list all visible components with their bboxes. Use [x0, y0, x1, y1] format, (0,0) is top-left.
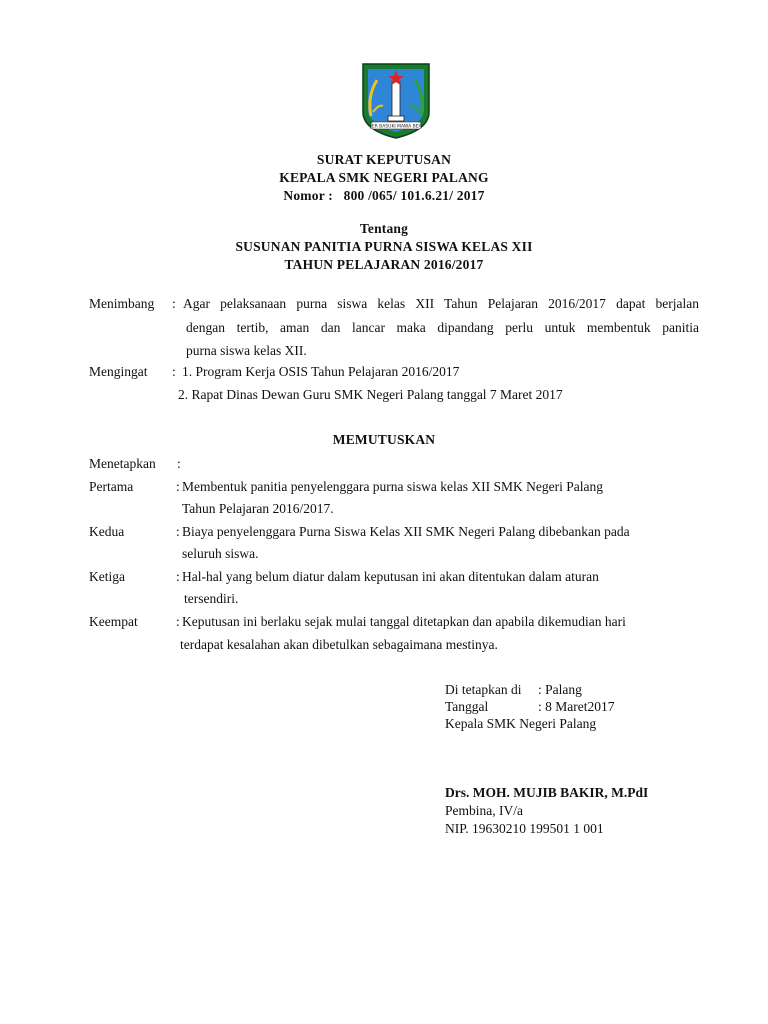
signer-position: Kepala SMK Negeri Palang	[445, 716, 597, 731]
document-title: SURAT KEPUTUSAN	[316, 152, 452, 167]
third-label: Ketiga	[89, 569, 125, 584]
considering-line-1: Agar pelaksanaan purna siswa kelas XII Tahun Pelajaran 2016/2017 dapat berjalan	[183, 296, 699, 311]
number-label: Nomor :	[283, 188, 333, 203]
establish-colon: :	[177, 456, 181, 471]
fourth-line-1: Keputusan ini berlaku sejak mulai tanggal ditetapkan dan apabila dikemudian hari	[182, 614, 626, 629]
considering-line-3: purna siswa kelas XII.	[186, 343, 307, 358]
logo-motto: JER BASUKI MAWA BEA	[370, 124, 422, 130]
second-line-1: Biaya penyelenggara Purna Siswa Kelas XII SMK Negeri Palang dibebankan pada	[182, 524, 630, 539]
place-value: : Palang	[538, 682, 582, 697]
second-colon: :	[176, 524, 180, 539]
subject-line-2: TAHUN PELAJARAN 2016/2017	[284, 257, 484, 272]
subject-line-1: SUSUNAN PANITIA PURNA SISWA KELAS XII	[235, 239, 533, 254]
recalling-item-1: 1. Program Kerja OSIS Tahun Pelajaran 2016/2017	[182, 364, 460, 379]
third-colon: :	[176, 569, 180, 584]
first-colon: :	[176, 479, 180, 494]
signer-nip: NIP. 19630210 199501 1 001	[445, 821, 604, 836]
date-value: : 8 Maret2017	[538, 699, 615, 714]
considering-line-2: dengan tertib, aman dan lancar maka dipandang perlu untuk membentuk panitia	[186, 320, 699, 335]
fourth-label: Keempat	[89, 614, 138, 629]
considering-colon: :	[172, 296, 176, 311]
signer-name: Drs. MOH. MUJIB BAKIR, M.PdI	[445, 785, 649, 800]
considering-label: Menimbang	[89, 296, 155, 311]
date-label: Tanggal	[445, 699, 489, 714]
fourth-line-2: terdapat kesalahan akan dibetulkan sebagaimana mestinya.	[180, 637, 498, 652]
east-java-emblem-icon	[359, 60, 433, 140]
subject-label: Tentang	[359, 221, 409, 236]
fourth-colon: :	[176, 614, 180, 629]
decide-heading: MEMUTUSKAN	[332, 432, 436, 447]
recalling-colon: :	[172, 364, 176, 379]
place-label: Di tetapkan di	[445, 682, 522, 697]
document-number	[0, 188, 768, 204]
number-value: 800 /065/ 101.6.21/ 2017	[343, 188, 485, 203]
first-line-1: Membentuk panitia penyelenggara purna siswa kelas XII SMK Negeri Palang	[182, 479, 604, 494]
second-line-2: seluruh siswa.	[182, 546, 259, 561]
document-subtitle: KEPALA SMK NEGERI PALANG	[279, 170, 489, 185]
third-line-1: Hal-hal yang belum diatur dalam keputusan ini akan ditentukan dalam aturan	[182, 569, 599, 584]
recalling-label: Mengingat	[89, 364, 148, 379]
first-line-2: Tahun Pelajaran 2016/2017.	[182, 501, 334, 516]
first-label: Pertama	[89, 479, 134, 494]
second-label: Kedua	[89, 524, 125, 539]
recalling-item-2: 2. Rapat Dinas Dewan Guru SMK Negeri Palang tanggal 7 Maret 2017	[178, 387, 563, 402]
establish-label: Menetapkan	[89, 456, 156, 471]
signer-rank: Pembina, IV/a	[445, 803, 523, 818]
third-line-2: tersendiri.	[184, 591, 239, 606]
